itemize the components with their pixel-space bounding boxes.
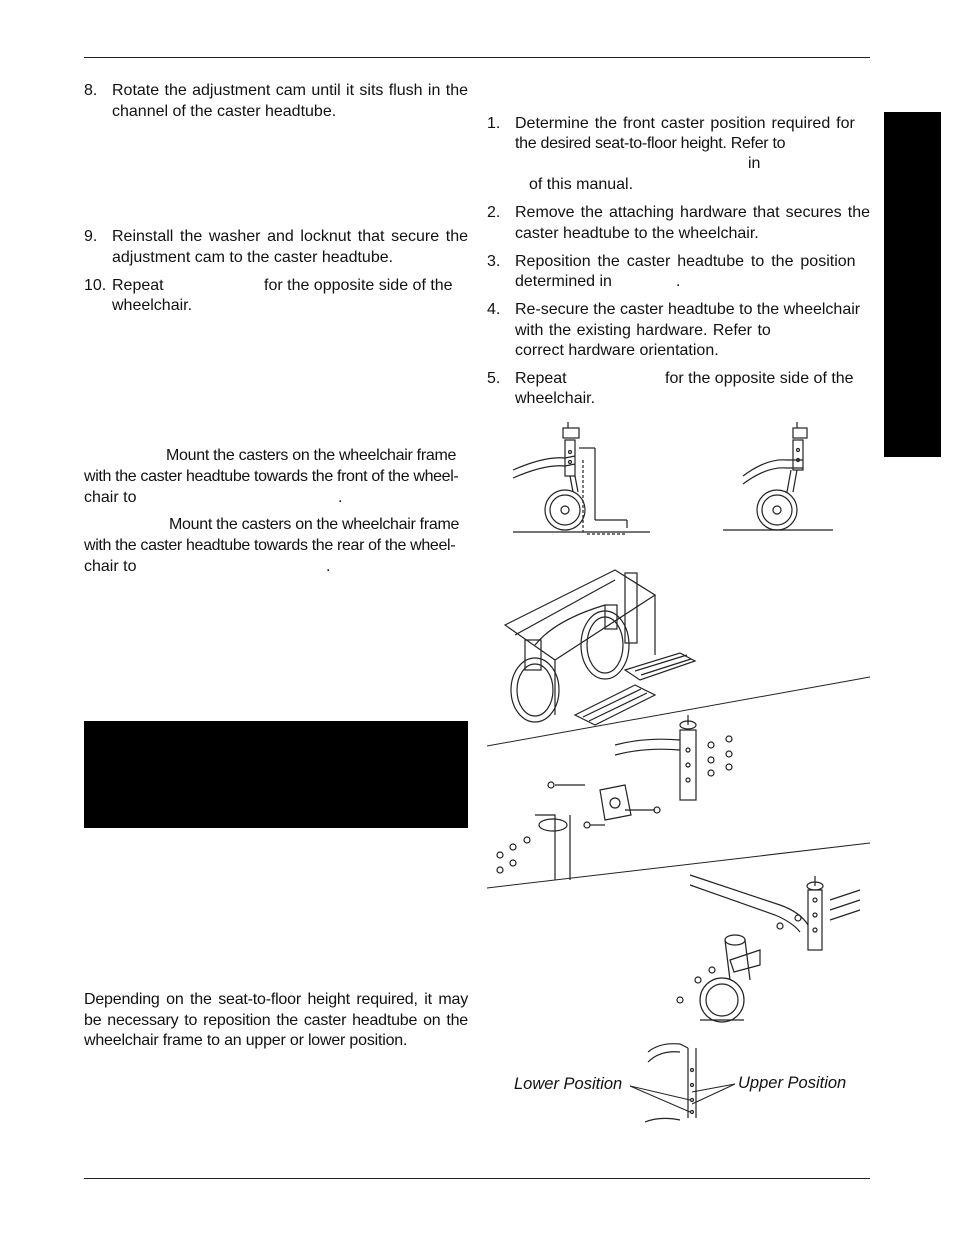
para-line: . bbox=[326, 558, 331, 575]
step-number: 5. bbox=[487, 370, 501, 387]
position-leader-lines bbox=[625, 1080, 740, 1115]
para-line: chair to bbox=[84, 558, 137, 575]
step-text: Remove the attaching hardware that secures the caster headtube to the wheelchair. bbox=[515, 204, 870, 242]
step-text: the desired seat-to-floor height. Refer to bbox=[515, 135, 786, 152]
step-number: 3. bbox=[487, 253, 501, 270]
para-line: chair to bbox=[84, 489, 137, 506]
step-text: of this manual. bbox=[529, 176, 634, 193]
step-number: 4. bbox=[487, 301, 501, 318]
step-text: with the existing hardware. Refer to bbox=[515, 322, 771, 339]
para-line: with the caster headtube towards the rear of the wheel- bbox=[84, 537, 456, 554]
step-text: in bbox=[748, 155, 761, 172]
step-text: Repeat bbox=[515, 370, 567, 387]
upper-position-label: Upper Position bbox=[738, 1074, 847, 1092]
step-text: wheelchair. bbox=[515, 390, 596, 407]
step-text: Reposition the caster headtube to the position bbox=[515, 253, 856, 270]
step-number: 1. bbox=[487, 115, 501, 132]
para-line: Mount the casters on the wheelchair frame bbox=[166, 447, 457, 464]
step-text: correct hardware orientation. bbox=[515, 342, 719, 359]
step-text-c: wheelchair. bbox=[112, 297, 193, 314]
step-text-b: for the opposite side of the bbox=[264, 277, 453, 294]
bottom-rule bbox=[84, 1178, 870, 1179]
step-text: for the opposite side of the bbox=[665, 370, 854, 387]
step-number: 10. bbox=[84, 277, 107, 294]
top-rule bbox=[84, 57, 870, 58]
step-text: . bbox=[676, 273, 681, 290]
step-number: 8. bbox=[84, 82, 98, 99]
step-number: 2. bbox=[487, 204, 501, 221]
step-number: 9. bbox=[84, 228, 98, 245]
exploded-hardware-figure-1 bbox=[495, 715, 745, 880]
para-line: . bbox=[338, 489, 343, 506]
para-line: with the caster headtube towards the front of the wheel- bbox=[84, 468, 459, 485]
section-tab bbox=[884, 112, 941, 457]
exploded-hardware-figure-2 bbox=[660, 870, 870, 1025]
caster-position-figure bbox=[505, 420, 845, 540]
step-text: Re-secure the caster headtube to the wheelchair bbox=[515, 301, 861, 318]
step-text: Rotate the adjustment cam until it sits flush in the channel of the caster headtube. bbox=[112, 82, 468, 120]
step-text: Reinstall the washer and locknut that secure the adjustment cam to the caster headtube. bbox=[112, 228, 468, 266]
lower-position-label: Lower Position bbox=[514, 1075, 623, 1093]
warning-box bbox=[84, 721, 468, 828]
para-line: Mount the casters on the wheelchair frame bbox=[169, 516, 460, 533]
intro-paragraph: Depending on the seat-to-floor height required, it may be necessary to reposition the caster headtube on the wheelchair frame to an upper or lower position. bbox=[84, 991, 468, 1049]
step-text: determined in bbox=[515, 273, 612, 290]
step-text: Determine the front caster position required for bbox=[515, 115, 855, 132]
step-text-a: Repeat bbox=[112, 277, 164, 294]
